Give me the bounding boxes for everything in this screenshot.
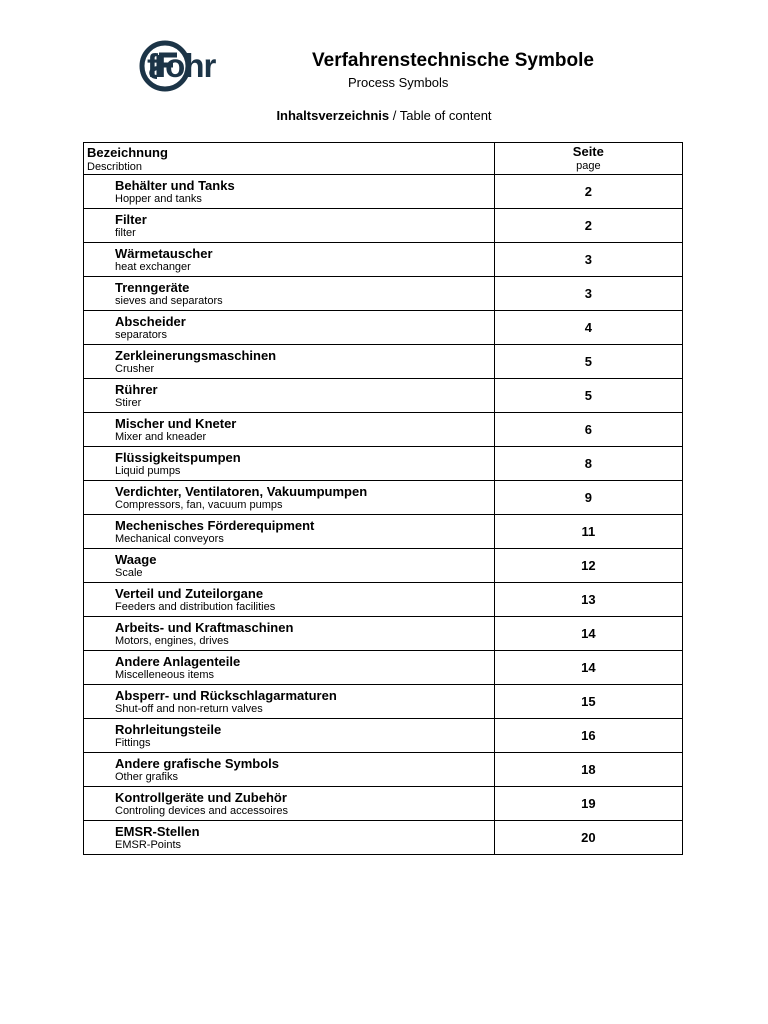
row-description-cell bbox=[84, 277, 495, 311]
row-title-en: separators bbox=[115, 329, 167, 341]
row-description-cell bbox=[84, 209, 495, 243]
toc-table bbox=[83, 142, 683, 855]
row-page-number: 5 bbox=[584, 354, 592, 369]
row-title-en: Feeders and distribution facilities bbox=[115, 601, 276, 613]
table-row bbox=[84, 651, 683, 685]
row-title-en: Crusher bbox=[115, 363, 155, 375]
row-page-cell bbox=[494, 243, 682, 277]
header-page-de: Seite bbox=[572, 144, 604, 159]
row-page-cell bbox=[494, 617, 682, 651]
row-title-en: sieves and separators bbox=[115, 295, 223, 307]
toc-heading-de: Inhaltsverzeichnis bbox=[276, 108, 390, 123]
row-page-number: 19 bbox=[581, 796, 596, 811]
page-subtitle: Process Symbols bbox=[348, 75, 449, 90]
row-title-de: Mechenisches Förderequipment bbox=[115, 518, 315, 533]
row-title-de: Abscheider bbox=[115, 314, 186, 329]
row-title-de: Zerkleinerungsmaschinen bbox=[115, 348, 277, 363]
table-row bbox=[84, 549, 683, 583]
row-description-cell bbox=[84, 243, 495, 277]
row-page-number: 20 bbox=[581, 830, 596, 845]
table-row bbox=[84, 685, 683, 719]
row-title-en: heat exchanger bbox=[115, 261, 191, 273]
table-row bbox=[84, 583, 683, 617]
row-page-cell bbox=[494, 209, 682, 243]
row-page-number: 15 bbox=[581, 694, 596, 709]
row-title-de: Filter bbox=[115, 212, 147, 227]
row-page-number: 5 bbox=[584, 388, 592, 403]
row-page-number: 4 bbox=[584, 320, 592, 335]
row-page-cell bbox=[494, 277, 682, 311]
row-page-cell bbox=[494, 651, 682, 685]
page-title: Verfahrenstechnische Symbole bbox=[312, 50, 594, 71]
row-page-cell bbox=[494, 311, 682, 345]
table-row bbox=[84, 515, 683, 549]
row-description-cell bbox=[84, 787, 495, 821]
row-description-cell bbox=[84, 515, 495, 549]
row-page-number: 2 bbox=[584, 184, 592, 199]
row-page-cell bbox=[494, 753, 682, 787]
row-page-number: 6 bbox=[584, 422, 592, 437]
row-description-cell bbox=[84, 175, 495, 209]
row-title-de: Rohrleitungsteile bbox=[115, 722, 222, 737]
row-page-cell bbox=[494, 685, 682, 719]
row-page-number: 14 bbox=[581, 626, 596, 641]
row-title-de: Trenngeräte bbox=[115, 280, 190, 295]
row-page-cell bbox=[494, 345, 682, 379]
row-description-cell bbox=[84, 617, 495, 651]
row-title-de: EMSR-Stellen bbox=[115, 824, 200, 839]
row-page-number: 11 bbox=[581, 524, 596, 539]
row-title-de: Flüssigkeitspumpen bbox=[115, 450, 241, 465]
row-description-cell bbox=[84, 753, 495, 787]
table-row bbox=[84, 175, 683, 209]
table-row bbox=[84, 447, 683, 481]
row-title-en: filter bbox=[115, 227, 136, 239]
row-title-de: Kontrollgeräte und Zubehör bbox=[115, 790, 287, 805]
row-title-en: Other grafiks bbox=[115, 771, 178, 783]
row-title-en: Fittings bbox=[115, 737, 151, 749]
table-row bbox=[84, 481, 683, 515]
row-description-cell bbox=[84, 345, 495, 379]
row-description-cell bbox=[84, 651, 495, 685]
row-description-cell bbox=[84, 685, 495, 719]
table-header-row bbox=[84, 143, 683, 175]
row-title-de: Wärmetauscher bbox=[115, 246, 213, 261]
table-row bbox=[84, 277, 683, 311]
row-title-de: Behälter und Tanks bbox=[115, 178, 235, 193]
header-page-en: page bbox=[576, 160, 601, 172]
row-page-number: 9 bbox=[584, 490, 592, 505]
row-page-number: 12 bbox=[581, 558, 596, 573]
row-page-cell bbox=[494, 787, 682, 821]
table-row bbox=[84, 787, 683, 821]
row-description-cell bbox=[84, 447, 495, 481]
table-row bbox=[84, 345, 683, 379]
row-title-en: Hopper and tanks bbox=[115, 193, 202, 205]
row-page-number: 8 bbox=[584, 456, 592, 471]
row-page-cell bbox=[494, 821, 682, 855]
toc-heading-en: / Table of content bbox=[389, 108, 492, 123]
row-description-cell bbox=[84, 481, 495, 515]
table-row bbox=[84, 243, 683, 277]
row-page-cell bbox=[494, 175, 682, 209]
row-page-number: 3 bbox=[584, 252, 592, 267]
row-page-number: 3 bbox=[584, 286, 592, 301]
table-row bbox=[84, 311, 683, 345]
table-row bbox=[84, 209, 683, 243]
row-title-en: Miscelleneous items bbox=[115, 669, 215, 681]
row-page-cell bbox=[494, 549, 682, 583]
row-title-en: Stirer bbox=[115, 397, 142, 409]
table-row bbox=[84, 379, 683, 413]
row-title-de: Waage bbox=[115, 552, 157, 567]
table-row bbox=[84, 821, 683, 855]
row-title-de: Andere grafische Symbols bbox=[115, 756, 279, 771]
row-page-cell bbox=[494, 413, 682, 447]
row-title-en: Controling devices and accessoires bbox=[115, 805, 289, 817]
row-title-de: Arbeits- und Kraftmaschinen bbox=[115, 620, 294, 635]
row-page-cell bbox=[494, 583, 682, 617]
row-page-cell bbox=[494, 447, 682, 481]
row-title-de: Verdichter, Ventilatoren, Vakuumpumpen bbox=[115, 484, 368, 499]
row-title-de: Rührer bbox=[115, 382, 158, 397]
toc-heading bbox=[0, 108, 768, 123]
row-description-cell bbox=[84, 549, 495, 583]
row-title-en: Liquid pumps bbox=[115, 465, 181, 477]
row-page-cell bbox=[494, 515, 682, 549]
row-title-en: Shut-off and non-return valves bbox=[115, 703, 263, 715]
row-page-number: 14 bbox=[581, 660, 596, 675]
row-title-de: Andere Anlagenteile bbox=[115, 654, 241, 669]
row-description-cell bbox=[84, 311, 495, 345]
row-description-cell bbox=[84, 413, 495, 447]
header-page-cell bbox=[494, 143, 682, 175]
header-name-de: Bezeichnung bbox=[87, 145, 168, 160]
row-page-cell bbox=[494, 719, 682, 753]
row-title-en: Motors, engines, drives bbox=[115, 635, 229, 647]
row-page-cell bbox=[494, 379, 682, 413]
row-title-en: Mixer and kneader bbox=[115, 431, 207, 443]
row-description-cell bbox=[84, 379, 495, 413]
row-page-number: 2 bbox=[584, 218, 592, 233]
header-description-cell bbox=[84, 143, 495, 175]
row-description-cell bbox=[84, 719, 495, 753]
row-description-cell bbox=[84, 821, 495, 855]
row-page-number: 16 bbox=[581, 728, 596, 743]
table-row bbox=[84, 413, 683, 447]
table-row bbox=[84, 753, 683, 787]
row-title-de: Mischer und Kneter bbox=[115, 416, 237, 431]
row-description-cell bbox=[84, 583, 495, 617]
table-row bbox=[84, 617, 683, 651]
row-title-en: EMSR-Points bbox=[115, 839, 182, 851]
table-row bbox=[84, 719, 683, 753]
row-page-number: 13 bbox=[581, 592, 596, 607]
row-title-de: Verteil und Zuteilorgane bbox=[115, 586, 264, 601]
row-title-en: Mechanical conveyors bbox=[115, 533, 224, 545]
row-title-en: Scale bbox=[115, 567, 143, 579]
row-page-number: 18 bbox=[581, 762, 596, 777]
row-page-cell bbox=[494, 481, 682, 515]
row-title-de: Absperr- und Rückschlagarmaturen bbox=[115, 688, 337, 703]
logo-wordmark: flohr bbox=[147, 47, 216, 84]
header-name-en: Describtion bbox=[87, 161, 143, 173]
row-title-en: Compressors, fan, vacuum pumps bbox=[115, 499, 283, 511]
